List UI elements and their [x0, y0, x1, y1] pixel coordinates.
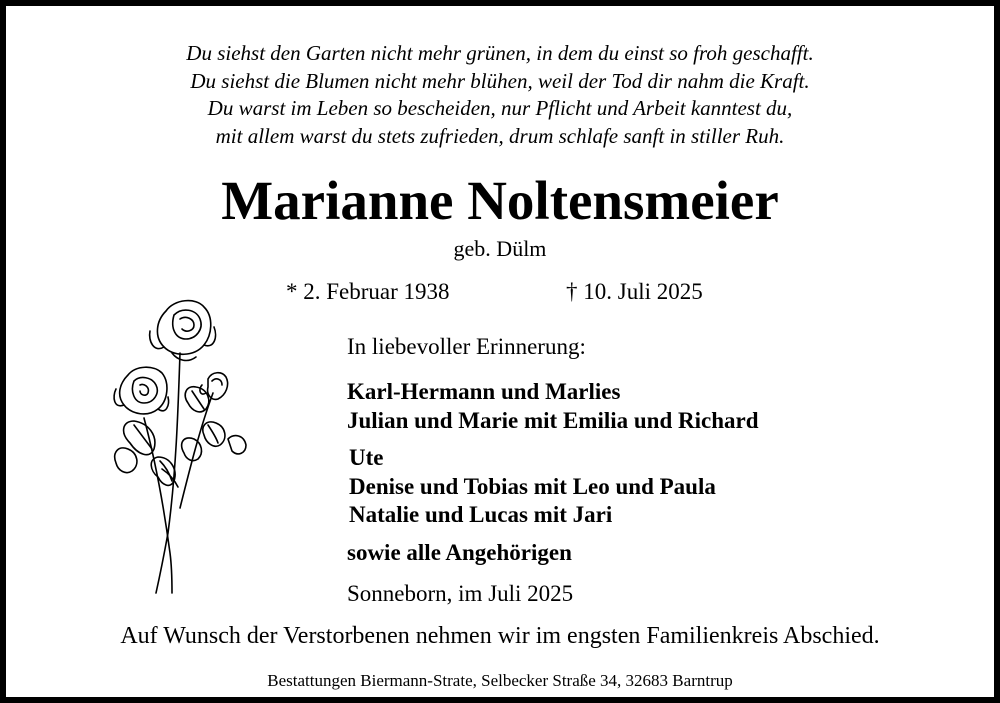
poem-line: mit allem warst du stets zufrieden, drum schlafe sanft in stiller Ruh. — [215, 123, 785, 148]
death-date: † 10. Juli 2025 — [566, 279, 703, 304]
memorial-poem — [6, 40, 994, 150]
mourner-line: Denise und Tobias mit Leo und Paula — [349, 474, 716, 499]
place-date: Sonneborn, im Juli 2025 — [347, 581, 574, 606]
deceased-name: Marianne Noltensmeier — [221, 170, 779, 231]
birth-date: * 2. Februar 1938 — [286, 279, 450, 304]
poem-line: Du siehst den Garten nicht mehr grünen, in dem du einst so froh geschafft. — [186, 41, 814, 65]
mourner-line: sowie alle Angehörigen — [347, 540, 572, 565]
poem-line: Du warst im Leben so bescheiden, nur Pflicht und Arbeit kanntest du, — [207, 96, 793, 120]
mourner-line: Natalie und Lucas mit Jari — [349, 502, 613, 527]
farewell-note: Auf Wunsch der Verstorbenen nehmen wir im engsten Familienkreis Abschied. — [120, 623, 880, 649]
maiden-name: geb. Dülm — [453, 236, 547, 261]
mourner-line: Julian und Marie mit Emilia und Richard — [347, 408, 759, 433]
funeral-home-footer: Bestattungen Biermann-Strate, Selbecker Straße 34, 32683 Barntrup — [267, 671, 733, 690]
mourner-line: Ute — [349, 445, 384, 470]
poem-line: Du siehst die Blumen nicht mehr blühen, weil der Tod dir nahm die Kraft. — [190, 68, 810, 93]
remembrance-intro: In liebevoller Erinnerung: — [347, 334, 586, 359]
mourner-line: Karl-Hermann und Marlies — [347, 379, 621, 404]
rose-drawing-icon — [108, 293, 250, 598]
